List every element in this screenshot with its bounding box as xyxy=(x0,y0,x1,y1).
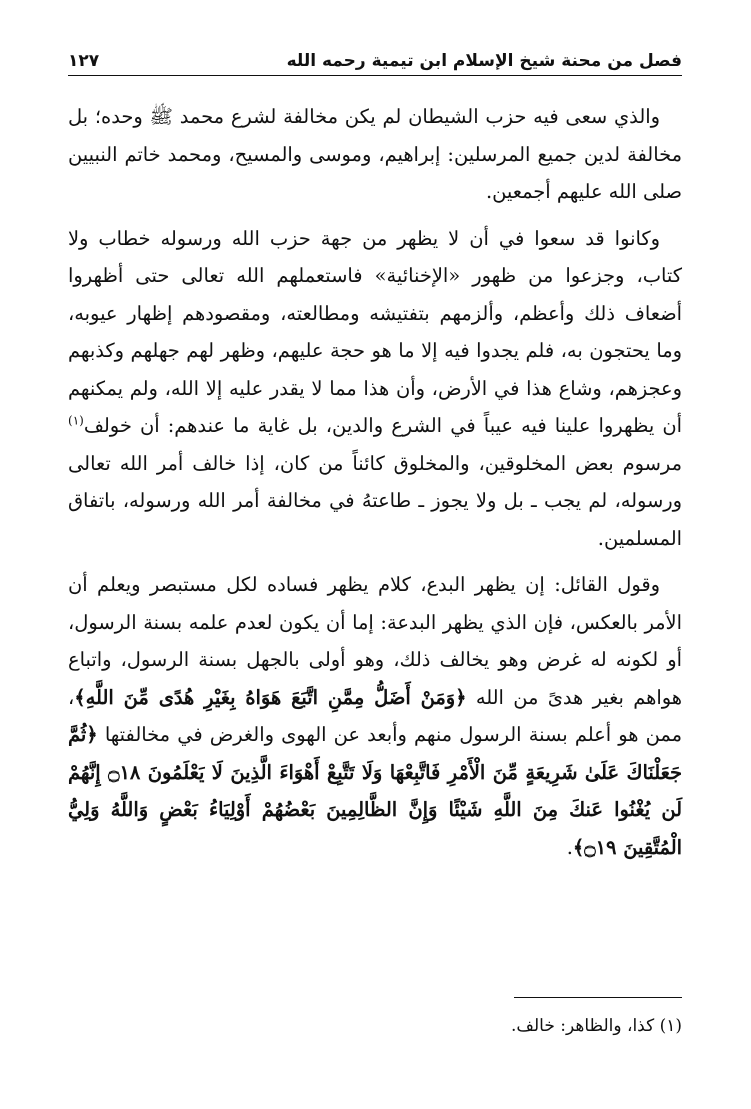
page-number: ١٢٧ xyxy=(68,51,100,71)
footnote-separator xyxy=(514,997,682,998)
main-text xyxy=(68,98,682,866)
paragraph-3-text-c: . xyxy=(566,835,573,859)
quran-quote-2: ﴿ثُمَّ جَعَلْنَاكَ عَلَىٰ شَرِيعَةٍ مِّنَ الْأَمْرِ فَاتَّبِعْهَا وَلَا تَتَّبِعْ أَهْوَاءَ الَّذِينَ لَا يَعْلَمُونَ ۝١٨ إِنَّهُمْ لَن يُغْنُوا عَنكَ مِنَ اللَّهِ شَيْئًا وَإِنَّ الظَّالِمِينَ بَعْضُهُمْ أَوْلِيَاءُ بَعْضٍ وَاللَّهُ وَلِيُّ الْمُتَّقِينَ ۝١٩﴾ xyxy=(68,723,682,859)
running-title: فصل من محنة شيخ الإسلام ابن تيمية رحمه الله xyxy=(286,51,682,71)
paragraph-1-text: والذي سعى فيه حزب الشيطان لم يكن مخالفة لشرع محمد ﷺ وحده؛ بل مخالفة لدين جميع المرسلين: إبراهيم، وموسى والمسيح، ومحمد خاتم النبيين صلى الله عليهم أجمعين. xyxy=(68,105,682,203)
book-page xyxy=(68,40,682,1080)
paragraph-1 xyxy=(68,98,682,211)
paragraph-3-text-a: وقول القائل: إن يظهر البدع، كلام يظهر فساده لكل مستبصر ويعلم أن الأمر بالعكس، فإن الذي يظهر البدعة: إما أن يكون لعدم علمه بسنة الرسول، أو لكونه له غرض وهو يخالف ذلك، وهو أولى بالجهل بسنة الرسول، واتباع هواهم بغير هدىً من الله xyxy=(68,573,682,709)
quran-quote-1: ﴿وَمَنْ أَضَلُّ مِمَّنِ اتَّبَعَ هَوَاهُ بِغَيْرِ هُدًى مِّنَ اللَّهِ﴾ xyxy=(74,685,467,709)
page-header xyxy=(68,40,682,76)
paragraph-3 xyxy=(68,566,682,866)
paragraph-2-text-a: وكانوا قد سعوا في أن لا يظهر من جهة حزب الله ورسوله خطاب ولا كتاب، وجزعوا من ظهور «الإخنائية» فاستعملهم الله تعالى حتى أظهروا أضعاف ذلك وأعظم، وألزمهم بتفتيشه ومطالعته، ومقصودهم إظهار عيوبه، وما يحتجون به، فلم يجدوا فيه إلا ما هو حجة عليهم، وظهر لهم جهلهم وكذبهم وعجزهم، وشاع هذا في الأرض، وأن هذا مما لا يقدر عليه إلا الله، ولم يمكنهم أن يظهروا علينا فيه عيباً في الشرع والدين، بل غاية ما عندهم: أن خولف xyxy=(68,226,682,437)
paragraph-2 xyxy=(68,220,682,558)
paragraph-2-text-b: مرسوم بعض المخلوقين، والمخلوق كائناً من كان، إذا خالف أمر الله تعالى ورسوله، لم يجب ـ بل ولا يجوز ـ طاعتهُ في مخالفة أمر الله ورسوله، باتفاق المسلمين. xyxy=(68,451,682,550)
footnote-reference[interactable]: (١) xyxy=(68,413,84,428)
paragraph-3-text-b: ، ممن هو أعلم بسنة الرسول منهم وأبعد عن الهوى والغرض في مخالفتها xyxy=(68,685,682,746)
footnote: (١) كذا، والظاهر: خالف. xyxy=(510,1016,682,1036)
